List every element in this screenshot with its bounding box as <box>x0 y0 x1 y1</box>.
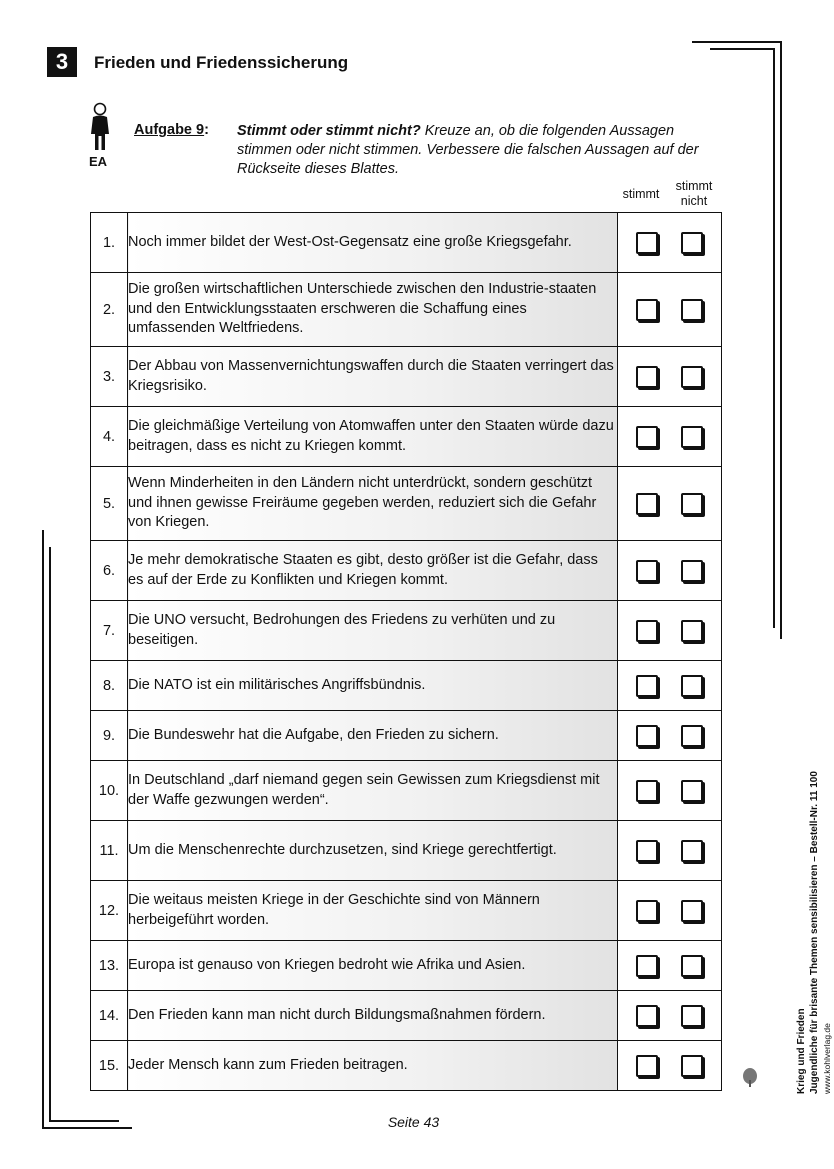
statement-number: 6. <box>91 541 128 601</box>
answer-cell <box>618 711 722 761</box>
statement-number: 8. <box>91 661 128 711</box>
statement-text: Die NATO ist ein militärisches Angriffsbündnis. <box>128 661 618 711</box>
checkbox-stimmt-nicht[interactable] <box>681 366 703 388</box>
checkbox-stimmt-nicht[interactable] <box>681 1055 703 1077</box>
answer-cell <box>618 213 722 273</box>
statement-number: 12. <box>91 881 128 941</box>
checkbox-stimmt-nicht[interactable] <box>681 299 703 321</box>
task-text: Kreuze an, ob die folgenden Aussagen stimmen oder nicht stimmen. Verbessere die falschen Aussagen auf der Rückseite dieses Blattes. <box>237 123 699 177</box>
frame-top-right-v2 <box>773 48 775 628</box>
statement-text: Je mehr demokratische Staaten es gibt, desto größer ist die Gefahr, dass es auf der Erde zu Konflikten und Kriegen kommt. <box>128 541 618 601</box>
checkbox-stimmt[interactable] <box>636 493 658 515</box>
statement-text: Um die Menschenrechte durchzusetzen, sind Kriege gerechtfertigt. <box>128 821 618 881</box>
answer-cell <box>618 1041 722 1091</box>
checkbox-stimmt[interactable] <box>636 725 658 747</box>
checkbox-stimmt-nicht[interactable] <box>681 675 703 697</box>
table-row <box>91 467 722 541</box>
checkbox-stimmt-nicht[interactable] <box>681 955 703 977</box>
table-row <box>91 347 722 407</box>
column-header-stimmt: stimmt <box>622 187 660 201</box>
table-row <box>91 941 722 991</box>
task-label-colon: : <box>204 122 209 138</box>
checkbox-stimmt-nicht[interactable] <box>681 493 703 515</box>
statement-number: 9. <box>91 711 128 761</box>
table-row <box>91 661 722 711</box>
table-row <box>91 881 722 941</box>
task-label-text: Aufgabe 9 <box>134 122 205 138</box>
checkbox-stimmt[interactable] <box>636 840 658 862</box>
checkbox-stimmt[interactable] <box>636 675 658 697</box>
statement-text: Die Bundeswehr hat die Aufgabe, den Frieden zu sichern. <box>128 711 618 761</box>
checkbox-stimmt[interactable] <box>636 1005 658 1027</box>
table-row <box>91 213 722 273</box>
answer-cell <box>618 273 722 347</box>
side-imprint-website: www.kohlverlag.de <box>822 1023 832 1094</box>
answer-cell <box>618 881 722 941</box>
checkbox-stimmt-nicht[interactable] <box>681 725 703 747</box>
answer-cell <box>618 941 722 991</box>
checkbox-stimmt[interactable] <box>636 426 658 448</box>
checkbox-stimmt[interactable] <box>636 955 658 977</box>
statement-text: In Deutschland „darf niemand gegen sein Gewissen zum Kriegsdienst mit der Waffe gezwungen werden“. <box>128 761 618 821</box>
task-instructions <box>237 122 727 179</box>
checkbox-stimmt[interactable] <box>636 780 658 802</box>
table-row <box>91 407 722 467</box>
checkbox-stimmt-nicht[interactable] <box>681 840 703 862</box>
checkbox-stimmt-nicht[interactable] <box>681 900 703 922</box>
table-row <box>91 761 722 821</box>
frame-top-right-v1 <box>780 41 782 639</box>
statement-number: 11. <box>91 821 128 881</box>
checkbox-stimmt-nicht[interactable] <box>681 780 703 802</box>
statement-number: 7. <box>91 601 128 661</box>
table-row <box>91 991 722 1041</box>
section-title: Frieden und Friedenssicherung <box>94 53 349 72</box>
checkbox-stimmt-nicht[interactable] <box>681 426 703 448</box>
statement-text: Wenn Minderheiten in den Ländern nicht unterdrückt, sondern geschützt und ihnen gewisse Freiräume gegeben werden, reduziert sich die Gefahr von Kriegen. <box>128 467 618 541</box>
table-row <box>91 273 722 347</box>
side-imprint-subtitle: Jugendliche für brisante Themen sensibilisieren – Bestell-Nr. 11 100 <box>809 771 820 1094</box>
statement-text: Den Frieden kann man nicht durch Bildungsmaßnahmen fördern. <box>128 991 618 1041</box>
frame-top-right-h2 <box>710 48 774 50</box>
checkbox-stimmt-nicht[interactable] <box>681 1005 703 1027</box>
checkbox-stimmt[interactable] <box>636 620 658 642</box>
statement-number: 14. <box>91 991 128 1041</box>
table-row <box>91 541 722 601</box>
table-row <box>91 821 722 881</box>
statement-number: 1. <box>91 213 128 273</box>
frame-top-right-h1 <box>692 41 782 43</box>
answer-cell <box>618 467 722 541</box>
statement-number: 15. <box>91 1041 128 1091</box>
person-icon <box>88 102 112 152</box>
page-number: Seite 43 <box>387 1114 440 1130</box>
table-row <box>91 711 722 761</box>
statement-number: 4. <box>91 407 128 467</box>
checkbox-stimmt[interactable] <box>636 560 658 582</box>
answer-cell <box>618 347 722 407</box>
side-imprint-title: Krieg und Frieden <box>796 1008 807 1094</box>
frame-bottom-left-v1 <box>42 530 44 1128</box>
table-row <box>91 1041 722 1091</box>
answer-cell <box>618 821 722 881</box>
checkbox-stimmt[interactable] <box>636 299 658 321</box>
ea-badge: EA <box>89 154 108 169</box>
statement-number: 3. <box>91 347 128 407</box>
frame-bottom-left-v2 <box>49 547 51 1121</box>
statement-text: Die weitaus meisten Kriege in der Geschichte sind von Männern herbeigeführt worden. <box>128 881 618 941</box>
side-imprint <box>795 771 834 1094</box>
statement-text: Die UNO versucht, Bedrohungen des Friedens zu verhüten und zu beseitigen. <box>128 601 618 661</box>
checkbox-stimmt[interactable] <box>636 366 658 388</box>
checkbox-stimmt[interactable] <box>636 232 658 254</box>
answer-cell <box>618 541 722 601</box>
checkbox-stimmt[interactable] <box>636 1055 658 1077</box>
statement-text: Der Abbau von Massenvernichtungswaffen durch die Staaten verringert das Kriegsrisiko. <box>128 347 618 407</box>
statement-text: Europa ist genauso von Kriegen bedroht wie Afrika und Asien. <box>128 941 618 991</box>
answer-cell <box>618 601 722 661</box>
answer-cell <box>618 407 722 467</box>
section-number: 3 <box>47 47 77 77</box>
statement-number: 2. <box>91 273 128 347</box>
column-header-stimmt-nicht <box>666 179 722 209</box>
column-header-stimmt-nicht-line2: nicht <box>680 194 708 208</box>
statement-text: Jeder Mensch kann zum Frieden beitragen. <box>128 1041 618 1091</box>
column-header-stimmt-nicht-line1: stimmt <box>675 179 713 193</box>
statement-number: 13. <box>91 941 128 991</box>
task-lead: Stimmt oder stimmt nicht? <box>237 123 421 139</box>
task-label <box>134 122 209 138</box>
statement-text: Noch immer bildet der West-Ost-Gegensatz eine große Kriegsgefahr. <box>128 213 618 273</box>
statement-text: Die gleichmäßige Verteilung von Atomwaffen unter den Staaten würde dazu beitragen, dass es nicht zu Kriegen kommt. <box>128 407 618 467</box>
statement-number: 10. <box>91 761 128 821</box>
answer-cell <box>618 761 722 821</box>
answer-cell <box>618 991 722 1041</box>
table-row <box>91 601 722 661</box>
statement-number: 5. <box>91 467 128 541</box>
checkbox-stimmt[interactable] <box>636 900 658 922</box>
statements-table <box>90 212 722 1091</box>
checkbox-stimmt-nicht[interactable] <box>681 620 703 642</box>
checkbox-stimmt-nicht[interactable] <box>681 232 703 254</box>
statement-text: Die großen wirtschaftlichen Unterschiede zwischen den Industrie-staaten und den Entwicklungsstaaten erschweren die Schaffung eines umfassenden Weltfriedens. <box>128 273 618 347</box>
answer-cell <box>618 661 722 711</box>
checkbox-stimmt-nicht[interactable] <box>681 560 703 582</box>
publisher-logo <box>742 1024 776 1088</box>
